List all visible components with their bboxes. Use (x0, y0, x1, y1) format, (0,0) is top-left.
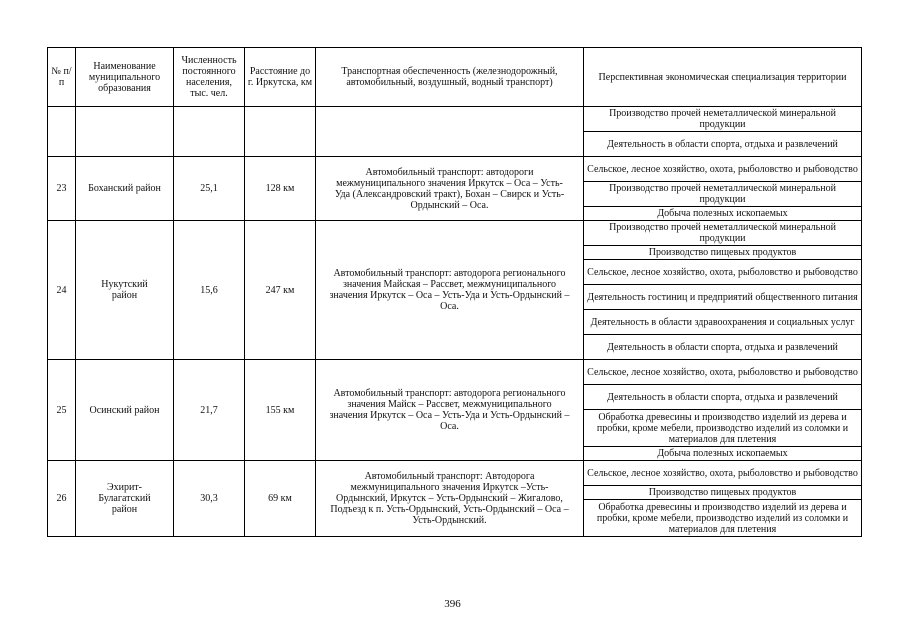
num-cell: 23 (48, 157, 76, 221)
num-cell: 26 (48, 461, 76, 537)
num-cell: 25 (48, 360, 76, 461)
num-cell: 24 (48, 221, 76, 360)
header-transport: Транспортная обеспеченность (железнодорожный, автомобильный, воздушный, водный транспорт) (316, 48, 584, 107)
population-cell: 25,1 (174, 157, 245, 221)
population-cell: 15,6 (174, 221, 245, 360)
transport-cell: Автомобильный транспорт: автодорога регионального значения Майск – Рассвет, межмуниципального значения Иркутск – Оса – Усть-Уда и Усть-Ордынский – Оса. (316, 360, 584, 461)
municipal-table (47, 47, 862, 537)
distance-cell: 247 км (245, 221, 316, 360)
transport-cell: Автомобильный транспорт: автодороги межмуниципального значения Иркутск – Оса – Усть-Уда (Александровский тракт), Бохан – Свирск и Усть-Ордынский – Оса. (316, 157, 584, 221)
cont-population-cell (174, 107, 245, 157)
spec-cell: Производство пищевых продуктов (584, 486, 862, 500)
spec-cell: Производство прочей неметаллической минеральной продукции (584, 107, 862, 132)
header-specialization: Перспективная экономическая специализация территории (584, 48, 862, 107)
table-row (48, 461, 862, 486)
spec-cell: Производство пищевых продуктов (584, 246, 862, 260)
population-cell: 21,7 (174, 360, 245, 461)
table-row (48, 157, 862, 182)
table-row (48, 221, 862, 246)
transport-cell: Автомобильный транспорт: автодорога регионального значения Майская – Рассвет, межмуниципального значения Иркутск – Оса – Усть-Уда и Усть-Ордынский – Оса. (316, 221, 584, 360)
table-row (48, 360, 862, 385)
page-number: 396 (444, 598, 461, 610)
spec-cell: Деятельность в области спорта, отдыха и развлечений (584, 132, 862, 157)
header-num: № п/п (48, 48, 76, 107)
spec-cell: Производство прочей неметаллической минеральной продукции (584, 221, 862, 246)
distance-cell: 155 км (245, 360, 316, 461)
cont-distance-cell (245, 107, 316, 157)
name-cell: Нукутский район (76, 221, 174, 360)
spec-cell: Обработка древесины и производство изделий из дерева и пробки, кроме мебели, производство изделий из соломки и материалов для плетения (584, 500, 862, 537)
spec-cell: Деятельность в области спорта, отдыха и развлечений (584, 335, 862, 360)
spec-cell: Добыча полезных ископаемых (584, 447, 862, 461)
spec-cell: Обработка древесины и производство изделий из дерева и пробки, кроме мебели, производство изделий из соломки и материалов для плетения (584, 410, 862, 447)
table-row (48, 107, 862, 132)
header-name: Наименование муниципального образования (76, 48, 174, 107)
spec-cell: Производство прочей неметаллической минеральной продукции (584, 182, 862, 207)
header-distance: Расстояние до г. Иркутска, км (245, 48, 316, 107)
cont-transport-cell (316, 107, 584, 157)
name-cell: Осинский район (76, 360, 174, 461)
spec-cell: Деятельность в области спорта, отдыха и развлечений (584, 385, 862, 410)
spec-cell: Добыча полезных ископаемых (584, 207, 862, 221)
spec-cell: Деятельность гостиниц и предприятий общественного питания (584, 285, 862, 310)
spec-cell: Деятельность в области здравоохранения и социальных услуг (584, 310, 862, 335)
spec-cell: Сельское, лесное хозяйство, охота, рыболовство и рыбоводство (584, 260, 862, 285)
header-row (48, 48, 862, 107)
spec-cell: Сельское, лесное хозяйство, охота, рыболовство и рыбоводство (584, 157, 862, 182)
population-cell: 30,3 (174, 461, 245, 537)
cont-name-cell (76, 107, 174, 157)
spec-cell: Сельское, лесное хозяйство, охота, рыболовство и рыбоводство (584, 461, 862, 486)
spec-cell: Сельское, лесное хозяйство, охота, рыболовство и рыбоводство (584, 360, 862, 385)
cont-num-cell (48, 107, 76, 157)
name-cell: Эхирит-Булагатский район (76, 461, 174, 537)
name-cell: Боханский район (76, 157, 174, 221)
distance-cell: 128 км (245, 157, 316, 221)
header-population: Численность постоянного населения, тыс. чел. (174, 48, 245, 107)
distance-cell: 69 км (245, 461, 316, 537)
transport-cell: Автомобильный транспорт: Автодорога межмуниципального значения Иркутск –Усть-Ордынский, Иркутск – Усть-Ордынский – Жигалово, Подъезд к п. Усть-Ордынский, Усть-Ордынский – Оса – Усть-Ордынский. (316, 461, 584, 537)
